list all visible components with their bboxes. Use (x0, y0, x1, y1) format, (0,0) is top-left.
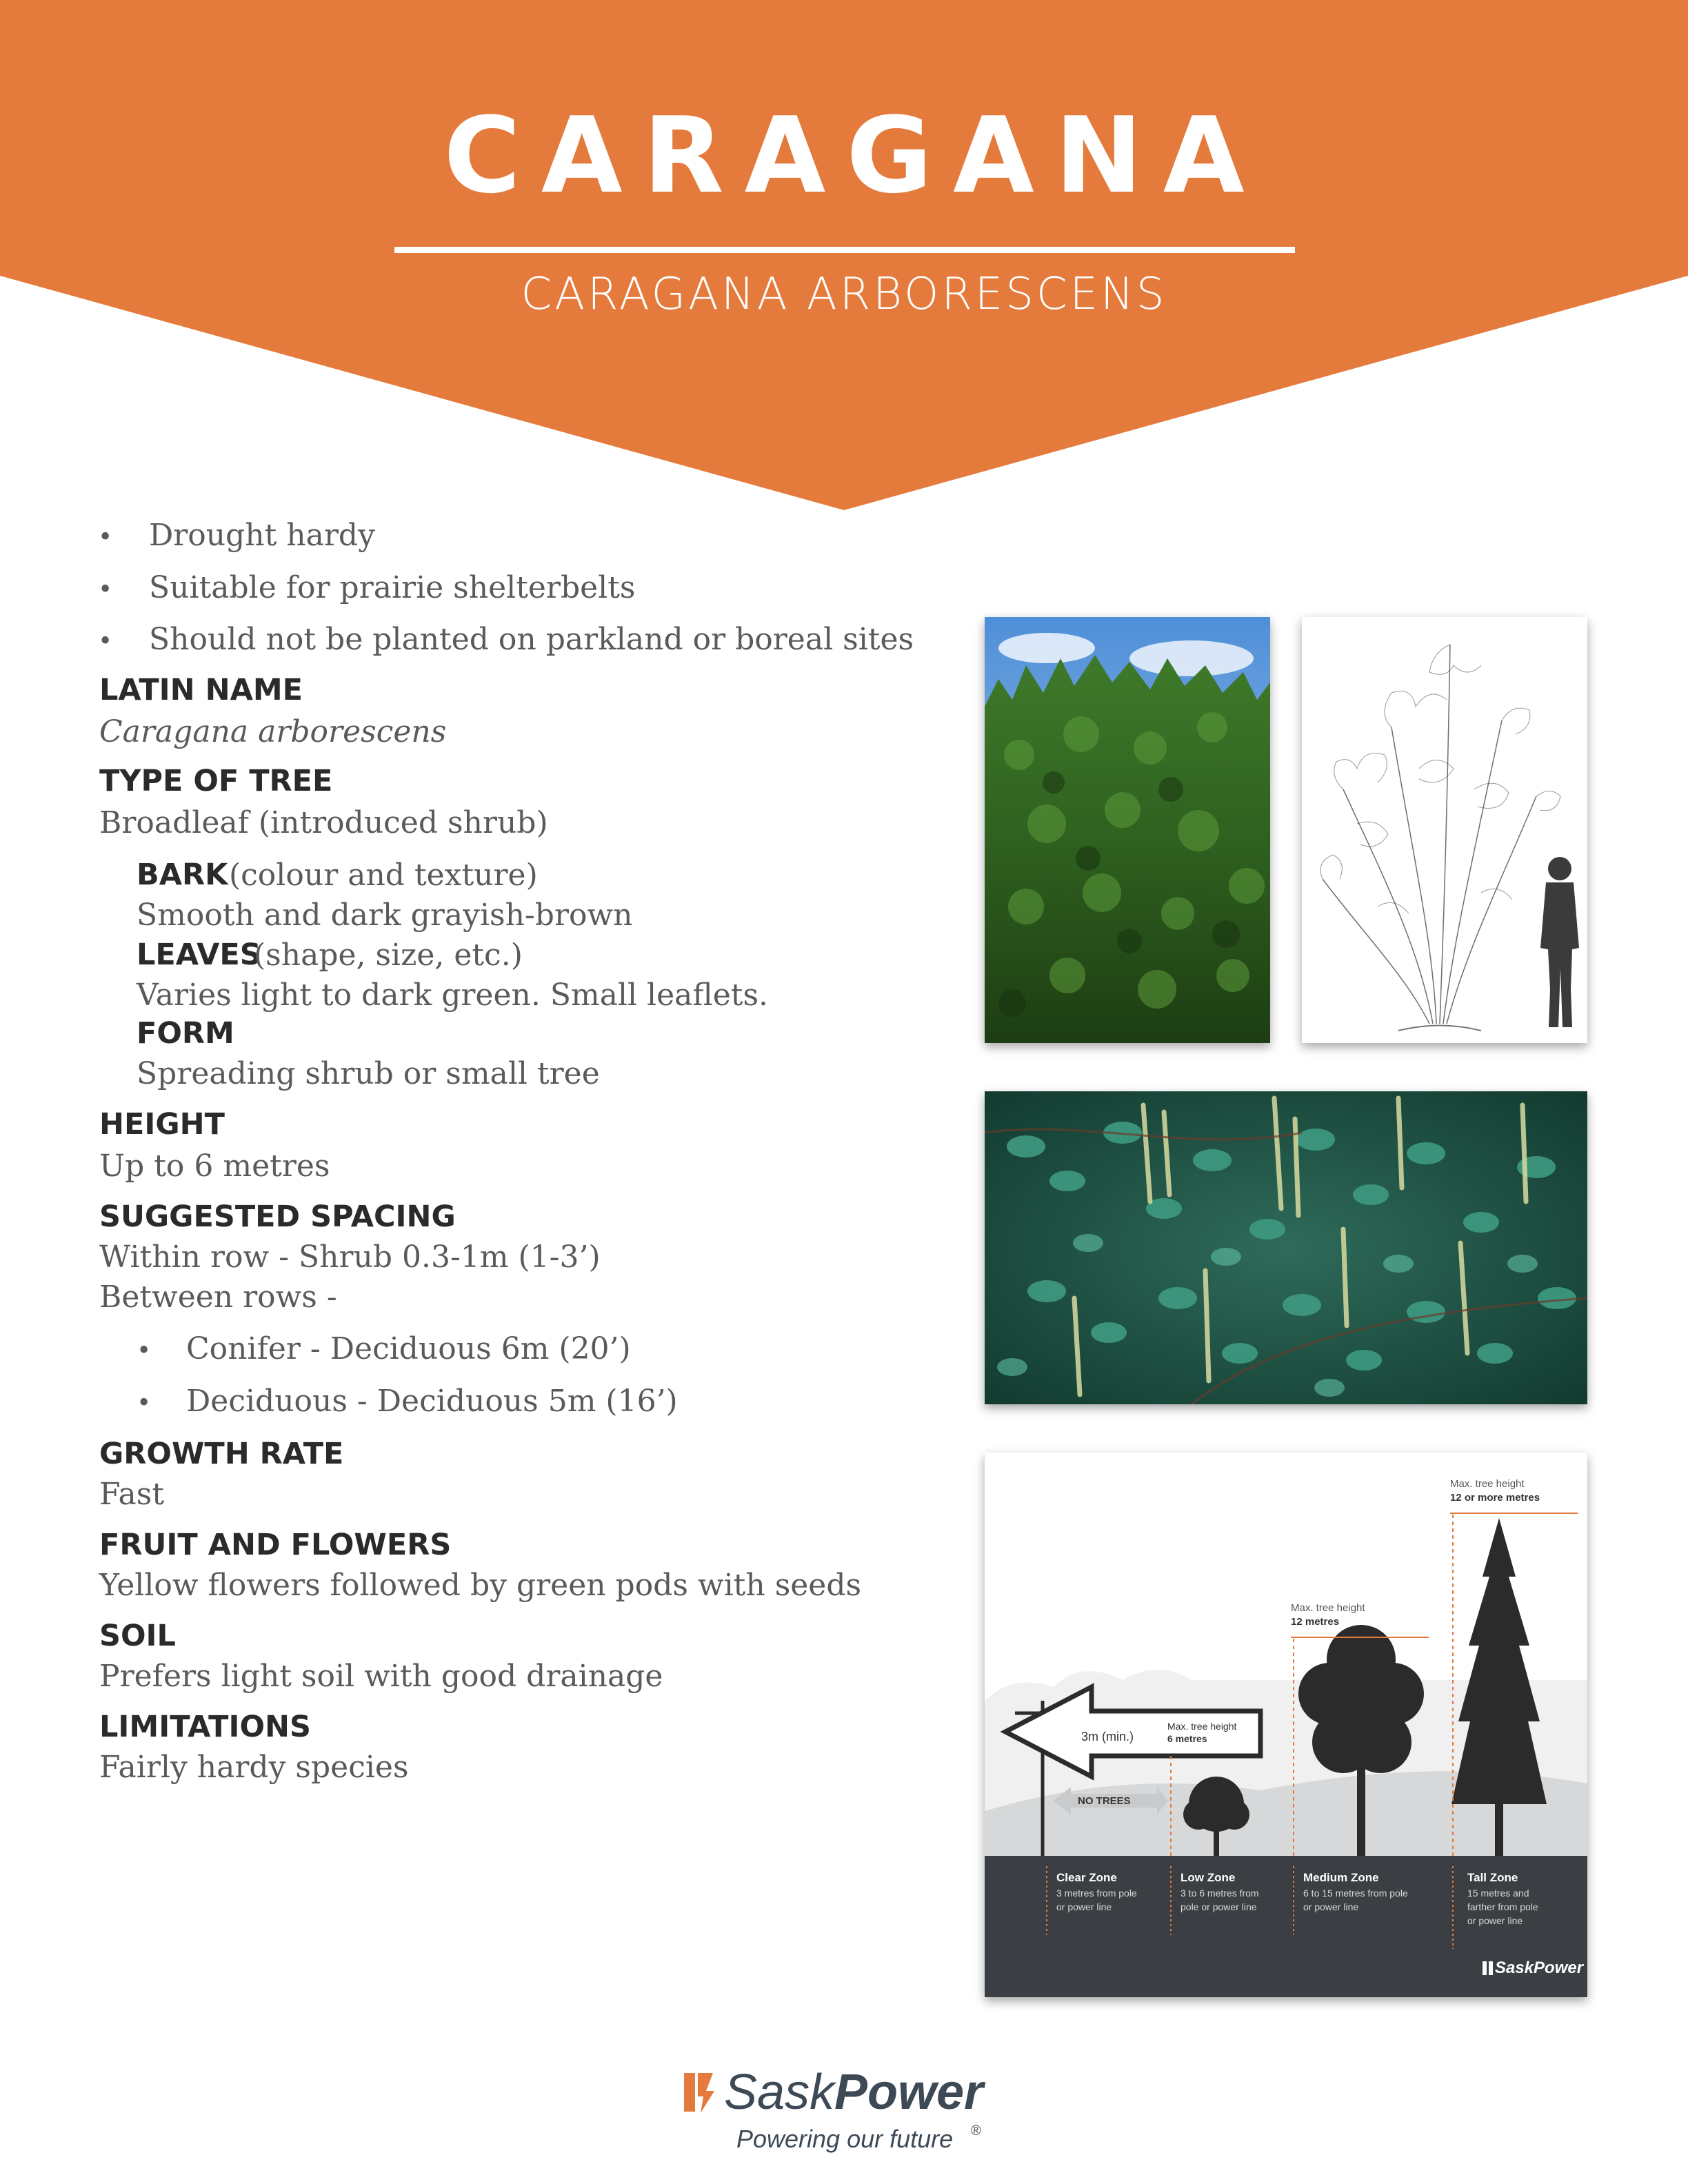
bullet-icon: • (98, 523, 113, 552)
highlight-item: Drought hardy (149, 518, 375, 553)
spacing-item: Deciduous - Deciduous 5m (16’) (186, 1384, 678, 1419)
bullet-icon: • (137, 1389, 152, 1417)
type-of-tree-value: Broadleaf (introduced shrub) (99, 805, 548, 840)
zone-desc: or power line (1056, 1901, 1112, 1912)
zone-name: Low Zone (1180, 1871, 1236, 1884)
zone-desc: farther from pole (1467, 1901, 1538, 1912)
title-divider (394, 247, 1295, 253)
page-title: CARAGANA (443, 94, 1265, 216)
zone-desc: pole or power line (1180, 1901, 1257, 1912)
low-max-label: Max. tree height (1167, 1721, 1237, 1732)
soil-value: Prefers light soil with good drainage (99, 1659, 663, 1694)
saskpower-logo-icon (684, 2073, 714, 2113)
zone-desc: 15 metres and (1467, 1888, 1529, 1899)
zone-desc: or power line (1467, 1915, 1523, 1926)
tall-max-label: Max. tree height (1450, 1478, 1525, 1490)
growth-rate-value: Fast (99, 1477, 165, 1512)
fruit-flowers-label: FRUIT AND FLOWERS (99, 1528, 452, 1562)
leaves-value: Varies light to dark green. Small leaflets. (137, 978, 769, 1013)
highlight-item: Should not be planted on parkland or boreal sites (149, 622, 914, 657)
latin-name-value: Caragana arborescens (99, 714, 447, 749)
tall-max-value: 12 or more metres (1450, 1492, 1540, 1504)
no-trees-text: NO TREES (1078, 1795, 1131, 1807)
min-distance-text: 3m (min.) (1081, 1730, 1134, 1743)
zone-desc: or power line (1303, 1901, 1359, 1912)
spacing-label: SUGGESTED SPACING (99, 1200, 456, 1234)
logo-tagline: Powering our future (736, 2125, 954, 2153)
page-subtitle: CARAGANA ARBORESCENS (521, 269, 1167, 320)
saskpower-logo (681, 2058, 1005, 2175)
medium-max-label: Max. tree height (1291, 1602, 1365, 1614)
height-value: Up to 6 metres (99, 1149, 330, 1184)
logo-brand-light: Sask (724, 2065, 835, 2120)
medium-max-value: 12 metres (1291, 1616, 1340, 1628)
spacing-within-row: Within row - Shrub 0.3-1m (1-3’) (99, 1240, 601, 1275)
bullet-icon: • (98, 627, 113, 656)
leaves-pods-photo (985, 1091, 1587, 1404)
leaves-qualifier: (shape, size, etc.) (254, 938, 523, 973)
form-value: Spreading shrub or small tree (137, 1056, 600, 1091)
limitations-label: LIMITATIONS (99, 1710, 311, 1744)
form-label: FORM (137, 1016, 234, 1051)
highlight-item: Suitable for prairie shelterbelts (149, 570, 636, 605)
type-of-tree-label: TYPE OF TREE (99, 764, 333, 798)
zone-name: Tall Zone (1467, 1871, 1518, 1884)
limitations-value: Fairly hardy species (99, 1750, 409, 1785)
latin-name-label: LATIN NAME (99, 673, 303, 707)
zone-name: Clear Zone (1056, 1871, 1117, 1884)
shrub-photo (985, 617, 1270, 1043)
zone-desc: 3 to 6 metres from (1180, 1888, 1259, 1899)
logo-reg-mark: ® (971, 2123, 981, 2138)
bark-label: BARK (137, 858, 228, 892)
height-label: HEIGHT (99, 1107, 225, 1142)
bullet-icon: • (98, 576, 113, 604)
power-line-zone-diagram (985, 1453, 1587, 1997)
soil-label: SOIL (99, 1619, 176, 1653)
low-max-value: 6 metres (1167, 1733, 1207, 1744)
bark-value: Smooth and dark grayish-brown (137, 898, 633, 933)
header-banner (0, 0, 1688, 510)
zone-desc: 3 metres from pole (1056, 1888, 1137, 1899)
spacing-between-rows: Between rows - (99, 1280, 337, 1315)
bark-qualifier: (colour and texture) (229, 858, 538, 893)
spacing-item: Conifer - Deciduous 6m (20’) (186, 1331, 631, 1366)
leaves-label: LEAVES (137, 938, 261, 972)
bullet-icon: • (137, 1337, 152, 1365)
zone-desc: 6 to 15 metres from pole (1303, 1888, 1408, 1899)
growth-rate-label: GROWTH RATE (99, 1437, 344, 1471)
zone-name: Medium Zone (1303, 1871, 1379, 1884)
logo-brand-bold: Power (834, 2065, 984, 2120)
diagram-brand: SaskPower (1495, 1959, 1584, 1977)
shrub-sketch (1302, 617, 1587, 1043)
fruit-flowers-value: Yellow flowers followed by green pods with seeds (99, 1568, 862, 1603)
